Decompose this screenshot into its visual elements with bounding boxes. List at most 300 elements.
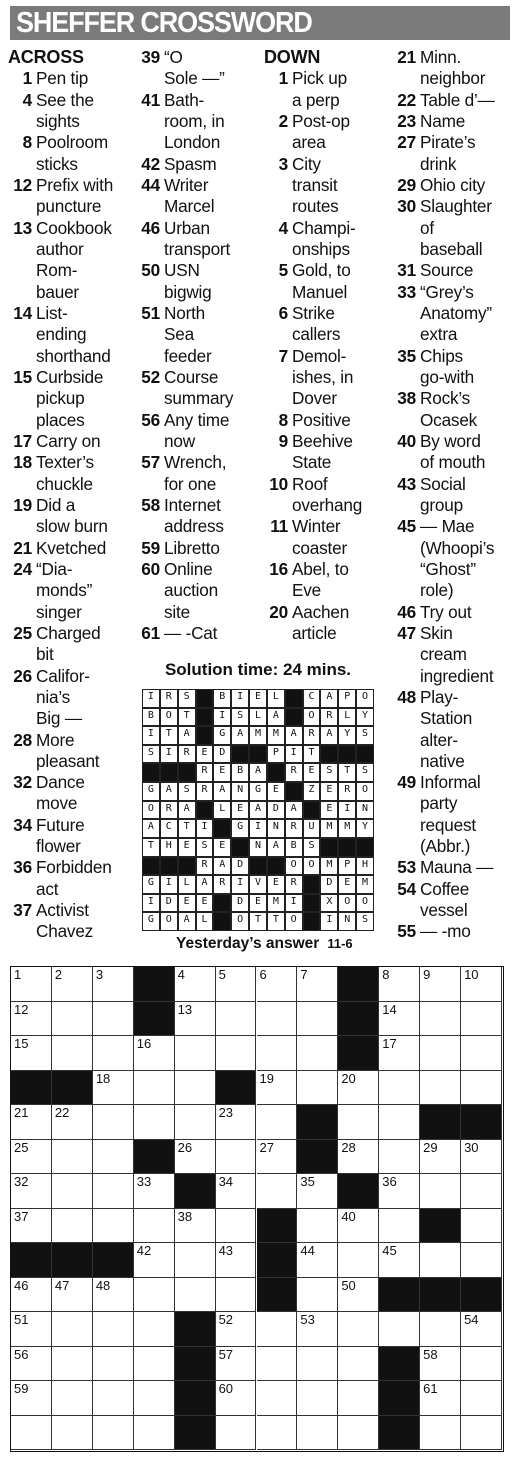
grid-cell[interactable]: [379, 1243, 420, 1278]
grid-cell[interactable]: [134, 1071, 175, 1106]
clue-number: 47: [397, 622, 416, 643]
grid-cell[interactable]: [461, 1347, 502, 1382]
cell-number: 20: [341, 1070, 356, 1086]
grid-cell[interactable]: [134, 1105, 175, 1140]
clue-text: Activist Chavez: [36, 900, 94, 942]
grid-cell[interactable]: [379, 967, 420, 1002]
solution-letter: G: [142, 875, 160, 894]
grid-cell[interactable]: [93, 1347, 134, 1382]
grid-cell[interactable]: [11, 1105, 52, 1140]
grid-cell[interactable]: [216, 1105, 257, 1140]
solution-letter: E: [267, 782, 285, 801]
clue: [8, 90, 132, 133]
clue-text: — Mae (Whoopi’s “Ghost” role): [420, 516, 495, 601]
grid-cell[interactable]: [216, 1174, 257, 1209]
solution-time: Solution time: 24 mins.: [164, 660, 352, 679]
solution-black-square: [249, 745, 267, 764]
grid-cell[interactable]: [379, 1071, 420, 1106]
grid-cell[interactable]: [461, 1209, 502, 1244]
grid-cell[interactable]: [175, 1002, 216, 1037]
grid-cell[interactable]: [379, 1209, 420, 1244]
grid-cell[interactable]: [338, 1105, 379, 1140]
cell-number: 12: [14, 1001, 29, 1017]
grid-cell[interactable]: [338, 1140, 379, 1175]
grid-cell[interactable]: [461, 1002, 502, 1037]
grid-cell[interactable]: [257, 1174, 298, 1209]
clue-text: Skin cream ingredient: [420, 622, 494, 686]
clue-number: 50: [141, 260, 160, 281]
cell-number: 48: [95, 1277, 111, 1293]
clue: [8, 452, 132, 495]
solution-letter: A: [249, 801, 267, 820]
grid-cell[interactable]: [461, 1312, 502, 1347]
grid-cell[interactable]: [11, 1036, 52, 1071]
solution-letter: S: [356, 726, 374, 745]
grid-black-square: [338, 1174, 379, 1209]
solution-black-square: [178, 763, 196, 782]
solution-letter: D: [160, 894, 178, 913]
cell-number: 13: [177, 1001, 193, 1017]
grid-cell[interactable]: [93, 1002, 134, 1037]
grid-cell[interactable]: [134, 1174, 175, 1209]
clue-number: 34: [13, 814, 32, 835]
cell-number: 14: [382, 1001, 397, 1017]
clue-number: 30: [397, 196, 416, 217]
solution-black-square: [142, 857, 160, 876]
grid-cell[interactable]: [379, 1036, 420, 1071]
cell-number: 45: [382, 1243, 397, 1258]
clue: [392, 516, 522, 601]
grid-cell[interactable]: [175, 1278, 216, 1313]
grid-cell[interactable]: [216, 967, 257, 1002]
grid-cell[interactable]: [175, 967, 216, 1002]
grid-cell[interactable]: [52, 1209, 93, 1244]
cell-number: 8: [382, 967, 390, 982]
grid-cell[interactable]: [257, 1381, 298, 1416]
clue: [136, 538, 264, 559]
grid-cell[interactable]: [134, 1347, 175, 1382]
clue-number: 21: [13, 537, 32, 558]
solution-letter: L: [267, 689, 285, 708]
grid-cell[interactable]: [420, 1140, 461, 1175]
cell-number: 47: [54, 1277, 70, 1293]
clue-text: “O Sole —”: [164, 47, 225, 89]
clue-text: Gold, to Manuel: [292, 260, 351, 302]
solution-letter: D: [231, 894, 249, 913]
clue-number: 8: [278, 409, 288, 430]
clue-text: North Sea feeder: [164, 302, 212, 366]
clue-number: 46: [397, 601, 416, 622]
grid-cell[interactable]: [297, 1381, 338, 1416]
clue-text: Play- Station alter- native: [420, 686, 473, 771]
grid-cell[interactable]: [257, 1347, 298, 1382]
solution-letter: O: [231, 912, 249, 931]
clue-number: 56: [141, 409, 160, 430]
grid-cell[interactable]: [461, 1243, 502, 1278]
cell-number: 2: [54, 967, 63, 982]
grid-cell[interactable]: [461, 1416, 502, 1451]
grid-cell[interactable]: [52, 1140, 93, 1175]
grid-cell[interactable]: [216, 1347, 257, 1382]
title-banner: [10, 6, 510, 40]
solution-letter: L: [196, 912, 214, 931]
grid-cell[interactable]: [420, 1347, 461, 1382]
grid-cell[interactable]: [52, 1002, 93, 1037]
solution-letter: G: [142, 912, 160, 931]
grid-cell[interactable]: [338, 1243, 379, 1278]
clue-text: Winter coaster: [292, 516, 347, 558]
clue-text: Coffee vessel: [420, 878, 470, 921]
grid-cell[interactable]: [297, 1209, 338, 1244]
grid-black-square: [379, 1347, 420, 1382]
solution-letter: A: [320, 689, 338, 708]
solution-letter: A: [285, 726, 303, 745]
grid-cell[interactable]: [338, 1071, 379, 1106]
clue-text: By word of mouth: [420, 430, 486, 473]
grid-cell[interactable]: [175, 1036, 216, 1071]
solution-letter: L: [249, 708, 267, 727]
grid-cell[interactable]: [52, 1105, 93, 1140]
cell-number: 30: [464, 1139, 479, 1155]
solution-black-square: [178, 857, 196, 876]
grid-cell[interactable]: [93, 1416, 134, 1451]
grid-cell[interactable]: [93, 1071, 134, 1106]
solution-black-square: [231, 745, 249, 764]
down-clues-column-1: [264, 47, 388, 644]
clue-number: 59: [141, 537, 160, 558]
grid-cell[interactable]: [11, 967, 52, 1002]
solution-black-square: [213, 894, 231, 913]
grid-cell[interactable]: [297, 1278, 338, 1313]
solution-letter: I: [160, 745, 178, 764]
grid-cell[interactable]: [11, 1416, 52, 1451]
grid-cell[interactable]: [297, 1002, 338, 1037]
grid-cell[interactable]: [11, 1347, 52, 1382]
clue-text: Name: [420, 110, 466, 131]
clue: [8, 900, 132, 943]
grid-cell[interactable]: [52, 1036, 93, 1071]
clue: [8, 367, 132, 431]
solution-black-square: [213, 912, 231, 931]
solution-letter: E: [196, 745, 214, 764]
grid-cell[interactable]: [216, 1416, 257, 1451]
grid-cell[interactable]: [93, 1278, 134, 1313]
grid-black-square: [379, 1416, 420, 1451]
grid-cell[interactable]: [216, 1002, 257, 1037]
cell-number: 3: [95, 967, 104, 982]
grid-cell[interactable]: [52, 1174, 93, 1209]
grid-cell[interactable]: [257, 1002, 298, 1037]
grid-cell[interactable]: [297, 1416, 338, 1451]
clue-text: Writer Marcel: [164, 174, 215, 217]
cell-number: 44: [300, 1243, 315, 1258]
grid-cell[interactable]: [379, 1002, 420, 1037]
across-clues-column-2: [136, 47, 264, 644]
clue-number: 4: [278, 217, 288, 238]
solution-letter: A: [231, 726, 249, 745]
grid-cell[interactable]: [93, 967, 134, 1002]
grid-cell[interactable]: [297, 1347, 338, 1382]
grid-cell[interactable]: [93, 1105, 134, 1140]
grid-cell[interactable]: [93, 1312, 134, 1347]
clue: [392, 772, 522, 857]
cell-number: 58: [423, 1346, 438, 1362]
grid-cell[interactable]: [11, 1278, 52, 1313]
grid-cell[interactable]: [297, 1243, 338, 1278]
grid-cell[interactable]: [297, 1312, 338, 1347]
solution-letter: R: [160, 689, 178, 708]
grid-cell[interactable]: [93, 1209, 134, 1244]
grid-cell[interactable]: [297, 967, 338, 1002]
grid-cell[interactable]: [257, 1416, 298, 1451]
solution-black-square: [231, 838, 249, 857]
cell-number: 57: [218, 1346, 234, 1362]
clue: [392, 921, 522, 942]
solution-letter: O: [356, 689, 374, 708]
grid-cell[interactable]: [420, 1071, 461, 1106]
grid-cell[interactable]: [257, 1105, 298, 1140]
cell-number: 29: [423, 1139, 438, 1155]
clue: [136, 623, 264, 644]
grid-cell[interactable]: [257, 1071, 298, 1106]
solution-letter: R: [338, 782, 356, 801]
grid-cell[interactable]: [11, 1312, 52, 1347]
clue: [264, 602, 388, 645]
grid-cell[interactable]: [257, 1140, 298, 1175]
grid-cell[interactable]: [11, 1174, 52, 1209]
grid-cell[interactable]: [93, 1174, 134, 1209]
solution-letter: R: [285, 819, 303, 838]
grid-cell[interactable]: [93, 1381, 134, 1416]
solution-letter: I: [160, 875, 178, 894]
solution-letter: G: [142, 782, 160, 801]
solution-black-square: [338, 745, 356, 764]
grid-cell[interactable]: [297, 1174, 338, 1209]
clue-number: 40: [397, 430, 416, 451]
grid-cell[interactable]: [420, 1312, 461, 1347]
grid-cell[interactable]: [134, 1312, 175, 1347]
solution-letter: A: [267, 708, 285, 727]
solution-letter: D: [267, 801, 285, 820]
grid-cell[interactable]: [134, 1243, 175, 1278]
solution-letter: D: [213, 745, 231, 764]
cell-number: 18: [95, 1070, 111, 1086]
cell-number: 50: [341, 1277, 356, 1293]
cell-number: 10: [464, 967, 479, 982]
clue-number: 9: [278, 430, 288, 451]
grid-cell[interactable]: [175, 1243, 216, 1278]
clue-text: Prefix with puncture: [36, 174, 114, 217]
grid-black-square: [338, 967, 379, 1002]
grid-cell[interactable]: [52, 1347, 93, 1382]
solution-letter: O: [356, 782, 374, 801]
clue: [392, 132, 522, 175]
grid-cell[interactable]: [338, 1347, 379, 1382]
grid-cell[interactable]: [461, 967, 502, 1002]
grid-cell[interactable]: [216, 1140, 257, 1175]
clue-number: 10: [269, 473, 288, 494]
solution-letter: I: [142, 689, 160, 708]
cell-number: 34: [218, 1174, 234, 1189]
yesterday-label: Yesterday’s answer: [176, 935, 320, 952]
solution-letter: S: [178, 782, 196, 801]
grid-cell[interactable]: [52, 1416, 93, 1451]
clue-number: 32: [13, 772, 32, 793]
grid-cell[interactable]: [338, 1381, 379, 1416]
yesterday-caption: [176, 935, 353, 953]
grid-cell[interactable]: [297, 1036, 338, 1071]
grid-cell[interactable]: [461, 1071, 502, 1106]
clue-text: Internet address: [164, 494, 224, 537]
solution-letter: I: [213, 708, 231, 727]
clue-text: See the sights: [36, 89, 94, 131]
solution-letter: S: [178, 689, 196, 708]
clue: [392, 623, 522, 687]
solution-letter: M: [356, 875, 374, 894]
clue: [8, 132, 132, 175]
grid-cell[interactable]: [52, 967, 93, 1002]
grid-cell[interactable]: [379, 1105, 420, 1140]
grid-cell[interactable]: [216, 1312, 257, 1347]
solution-letter: A: [285, 801, 303, 820]
grid-cell[interactable]: [11, 1140, 52, 1175]
clue-number: 4: [22, 89, 32, 110]
grid-cell[interactable]: [461, 1140, 502, 1175]
grid-cell[interactable]: [93, 1140, 134, 1175]
clue-text: Social group: [420, 473, 466, 515]
grid-cell[interactable]: [461, 1381, 502, 1416]
grid-cell[interactable]: [52, 1312, 93, 1347]
clue-text: Cookbook author Rom- bauer: [36, 217, 112, 302]
clue: [392, 90, 522, 111]
clue: [8, 815, 132, 858]
grid-cell[interactable]: [338, 1416, 379, 1451]
grid-cell[interactable]: [134, 1381, 175, 1416]
grid-cell[interactable]: [52, 1278, 93, 1313]
clue-text: Demol- ishes, in Dover: [292, 345, 354, 409]
grid-cell[interactable]: [420, 1002, 461, 1037]
clue: [136, 154, 264, 175]
solution-letter: I: [249, 819, 267, 838]
clue-text: Abel, to Eve: [292, 558, 349, 601]
grid-cell[interactable]: [216, 1036, 257, 1071]
grid-cell[interactable]: [297, 1071, 338, 1106]
solution-letter: B: [231, 763, 249, 782]
grid-cell[interactable]: [134, 1278, 175, 1313]
solution-letter: E: [231, 801, 249, 820]
grid-cell[interactable]: [420, 1174, 461, 1209]
grid-cell[interactable]: [420, 967, 461, 1002]
grid-cell[interactable]: [379, 1312, 420, 1347]
clue-number: 60: [141, 558, 160, 579]
solution-letter: R: [196, 763, 214, 782]
grid-cell[interactable]: [461, 1036, 502, 1071]
grid-cell[interactable]: [420, 1243, 461, 1278]
grid-cell[interactable]: [134, 1036, 175, 1071]
solution-letter: I: [196, 819, 214, 838]
cell-number: 60: [218, 1381, 234, 1396]
grid-cell[interactable]: [338, 1278, 379, 1313]
clue-number: 14: [13, 302, 32, 323]
grid-cell[interactable]: [257, 967, 298, 1002]
solution-letter: T: [142, 838, 160, 857]
grid-cell[interactable]: [257, 1036, 298, 1071]
solution-letter: A: [267, 838, 285, 857]
grid-cell[interactable]: [461, 1174, 502, 1209]
solution-letter: R: [196, 782, 214, 801]
clue: [8, 623, 132, 666]
grid-cell[interactable]: [420, 1036, 461, 1071]
solution-letter: G: [231, 819, 249, 838]
grid-cell[interactable]: [134, 1416, 175, 1451]
grid-cell[interactable]: [338, 1312, 379, 1347]
grid-cell[interactable]: [257, 1312, 298, 1347]
grid-cell[interactable]: [93, 1036, 134, 1071]
solution-letter: B: [285, 838, 303, 857]
crossword-grid[interactable]: [10, 966, 504, 1452]
clue: [8, 857, 132, 900]
grid-cell[interactable]: [420, 1381, 461, 1416]
solution-black-square: [285, 708, 303, 727]
grid-cell[interactable]: [175, 1209, 216, 1244]
grid-cell[interactable]: [11, 1002, 52, 1037]
grid-cell[interactable]: [175, 1140, 216, 1175]
grid-cell[interactable]: [175, 1105, 216, 1140]
grid-cell[interactable]: [52, 1381, 93, 1416]
grid-cell[interactable]: [216, 1278, 257, 1313]
clue-number: 24: [13, 558, 32, 579]
grid-cell[interactable]: [11, 1209, 52, 1244]
solution-letter: I: [338, 801, 356, 820]
solution-letter: Y: [356, 708, 374, 727]
clue-number: 54: [397, 878, 416, 899]
solution-black-square: [303, 894, 321, 913]
clue-text: Did a slow burn: [36, 494, 108, 537]
solution-black-square: [160, 763, 178, 782]
grid-cell[interactable]: [216, 1209, 257, 1244]
grid-cell[interactable]: [379, 1140, 420, 1175]
clue: [8, 175, 132, 218]
solution-black-square: [213, 819, 231, 838]
grid-black-square: [52, 1071, 93, 1106]
solution-black-square: [249, 857, 267, 876]
solution-letter: Z: [303, 782, 321, 801]
grid-cell[interactable]: [420, 1416, 461, 1451]
grid-cell[interactable]: [379, 1174, 420, 1209]
clue-text: Rock’s Ocasek: [420, 388, 478, 430]
clue-number: 17: [13, 430, 32, 451]
clue-number: 48: [397, 686, 416, 707]
grid-cell[interactable]: [175, 1071, 216, 1106]
grid-cell[interactable]: [216, 1243, 257, 1278]
grid-cell[interactable]: [11, 1381, 52, 1416]
grid-cell[interactable]: [338, 1209, 379, 1244]
grid-black-square: [379, 1381, 420, 1416]
cell-number: 56: [14, 1346, 29, 1362]
solution-black-square: [320, 745, 338, 764]
solution-letter: S: [142, 745, 160, 764]
grid-cell[interactable]: [134, 1209, 175, 1244]
solution-letter: R: [320, 708, 338, 727]
clue-text: Pirate’s drink: [420, 132, 476, 174]
cell-number: 35: [300, 1174, 315, 1189]
clue: [264, 111, 388, 154]
solution-letter: H: [160, 838, 178, 857]
solution-letter: U: [303, 819, 321, 838]
grid-cell[interactable]: [216, 1381, 257, 1416]
clue: [136, 410, 264, 453]
clue: [264, 260, 388, 303]
